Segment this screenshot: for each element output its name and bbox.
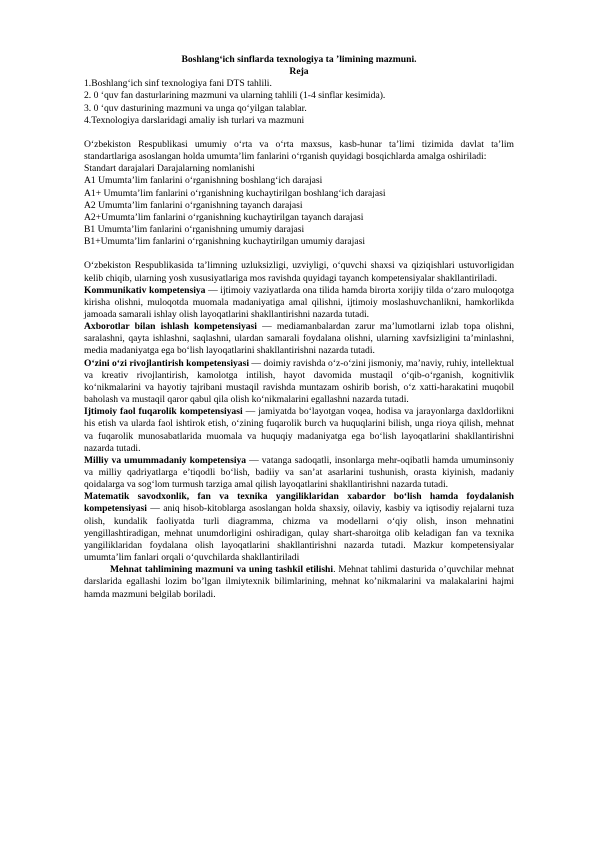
competency-name: Milliy va umummadaniy kompetensiya bbox=[84, 454, 247, 466]
competency-name: O‘zini o‘zi rivojlantirish kompetensiyasi bbox=[84, 357, 250, 369]
competency-text: — doimiy ravishda o‘z-o‘zini jismoniy, ma’naviy, ruhiy, intellektual va kreativ rivojlantirish, kamolotga intilish, hayot davomida mustaqil o‘qib-o‘rganish, kognitivlik ko‘nikmalarini va hayotiy tajribani mustaqil ravishda muntazam oshirib borish, o‘z xatti-harakatini muqobil baholash va mustaqil qaror qabul qila olish ko‘nikmalarini egallashni nazarda tutadi. bbox=[84, 357, 514, 406]
final-heading: Mehnat tahlimining mazmuni va uning tashkil etilishi bbox=[110, 564, 334, 576]
document-title: Boshlang‘ich sinflarda texnologiya ta ’limining mazmuni. bbox=[181, 54, 417, 65]
competency-name: Axborotlar bilan ishlash kompetensiyasi bbox=[84, 321, 257, 333]
level-item: A2+Umumta’lim fanlarini o‘rganishning kuchaytirilgan tayanch darajasi bbox=[84, 211, 364, 223]
levels-heading: Standart darajalari Darajalarning nomlanishi bbox=[84, 163, 255, 175]
level-item: A1+ Umumta’lim fanlarini o‘rganishning kuchaytirilgan boshlang‘ich darajasi bbox=[84, 187, 386, 199]
competency-paragraph bbox=[84, 285, 514, 321]
final-text: . Mehnat tahlimi dasturida o’quvchilar mehnat darslarida egallashi lozim bo’lgan ilmiytexnik bilimlarining, mehnat ko’nikmalarini va malakalarini hajmi hamda mazmuni belgilab boriladi. bbox=[84, 564, 514, 600]
intro-paragraph: O‘zbekiston Respublikasi umumiy o‘rta va o‘rta maxsus, kasb-hunar ta’limi tizimida davlat ta’lim standartlariga asoslangan holda umumta’lim fanlarini o‘rganish quyidagi bosqichlarda amalga oshiriladi: bbox=[84, 138, 514, 163]
competency-text: — jamiyatda bo‘layotgan voqea, hodisa va jarayonlarga daxldorlikni his etish va ularda faol ishtirok etish, o‘zining fuqarolik burch va huquqlarini bilish, unga rioya qilish, mehnat va fuqarolik munosabatlarida muomala va huquqiy madaniyatga ega bo‘lish layoqatlarini shakllantirishni nazarda tutadi. bbox=[84, 406, 514, 454]
competency-text: — ijtimoiy vaziyatlarda ona tilida hamda birorta xorijiy tilda o‘zaro muloqotga kirisha olishni, muloqotda muomala madaniyatiga amal qilishni, ijtimoiy moslashuvchanlikni, hamkorlikda jamoada samarali ishlay olish layoqatlarini shakllantirishni nazarda tutadi. bbox=[84, 284, 514, 320]
level-item: A1 Umumta’lim fanlarini o‘rganishning boshlang‘ich darajasi bbox=[84, 175, 323, 187]
level-item: A2 Umumta’lim fanlarini o‘rganishning tayanch darajasi bbox=[84, 199, 303, 211]
competency-paragraph bbox=[84, 491, 514, 564]
competency-paragraph bbox=[84, 406, 514, 455]
plan-item: 1.Boshlang‘ich sinf texnologiya fani DTS tahlili. bbox=[84, 78, 272, 90]
competency-paragraph bbox=[84, 321, 514, 357]
levels-list bbox=[84, 175, 514, 248]
competency-name: Matematik savodxonlik, fan va texnika yangiliklaridan xabardor bo‘lish hamda foydalanish kompetensiyasi bbox=[84, 491, 514, 515]
competency-text: — aniq hisob-kitoblarga asoslangan holda shaxsiy, oilaviy, kasbiy va iqtisodiy rejalarni tuza olish, kundalik faoliyatda turli diagramma, chizma va modellarni o‘qiy olish, inson mehnatini yengillashtiradigan, mehnat unumdorligini oshiradigan, qulay shart-sharoitga olib keladigan fan va texnika yangiliklaridan foydalana olish layoqatlarini shakllantirishni nazarda tutadi. Mazkur kompetensiyalar umumta’lim fanlari orqali o‘quvchilarda shakllantiriladi bbox=[84, 503, 514, 564]
competency-text: — vatanga sadoqatli, insonlarga mehr-oqibatli hamda umuminsoniy va milliy qadriyatlarga e’tiqodli bo‘lish, badiiy va san’at asarlarini tushunish, orasta kiyinish, madaniy qoidalarga va sog‘lom turmush tarziga amal qilish layoqatlarini shakllantirishni nazarda tutadi. bbox=[84, 454, 514, 491]
plan-item: 2. 0 ‘quv fan dasturlarining mazmuni va ularning tahlili (1-4 sinflar kesimida). bbox=[84, 90, 386, 102]
final-paragraph bbox=[84, 564, 514, 600]
plan-item: 4.Texnologiya darslaridagi amaliy ish turlari va mazmuni bbox=[84, 114, 305, 126]
level-item: B1 Umumta’lim fanlarini o‘rganishning umumiy darajasi bbox=[84, 224, 305, 236]
plan-item: 3. 0 ‘quv dasturining mazmuni va unga qo‘yilgan talablar. bbox=[84, 102, 307, 114]
competencies-intro: O‘zbekiston Respublikasida ta’limning uzluksizligi, uzviyligi, o‘quvchi shaxsi va qiziqishlari ustuvorligidan kelib chiqib, ularning yosh xususiyatlariga mos ravishda quyidagi tayanch kompetensiyalar shakllantiriladi. bbox=[84, 260, 514, 284]
document-page bbox=[84, 54, 514, 601]
competency-paragraph bbox=[84, 455, 514, 491]
plan-label: Reja bbox=[289, 66, 309, 78]
competency-text: — mediamanbalardan zarur ma’lumotlarni izlab topa olishni, saralashni, qayta ishlashni, saqlashni, ulardan samarali foydalana olishni, ularning xavfsizligini ta’minlashni, media madaniyatga ega bo‘lish layoqatlarini shakllantirishni nazarda tutadi. bbox=[84, 321, 515, 357]
competency-paragraph bbox=[84, 358, 514, 407]
competency-name: Kommunikativ kompetensiya bbox=[84, 284, 206, 296]
level-item: B1+Umumta’lim fanlarini o‘rganishning kuchaytirilgan umumiy darajasi bbox=[84, 236, 365, 248]
competency-name: Ijtimoiy faol fuqarolik kompetensiyasi bbox=[84, 406, 243, 418]
plan-list bbox=[84, 78, 514, 127]
